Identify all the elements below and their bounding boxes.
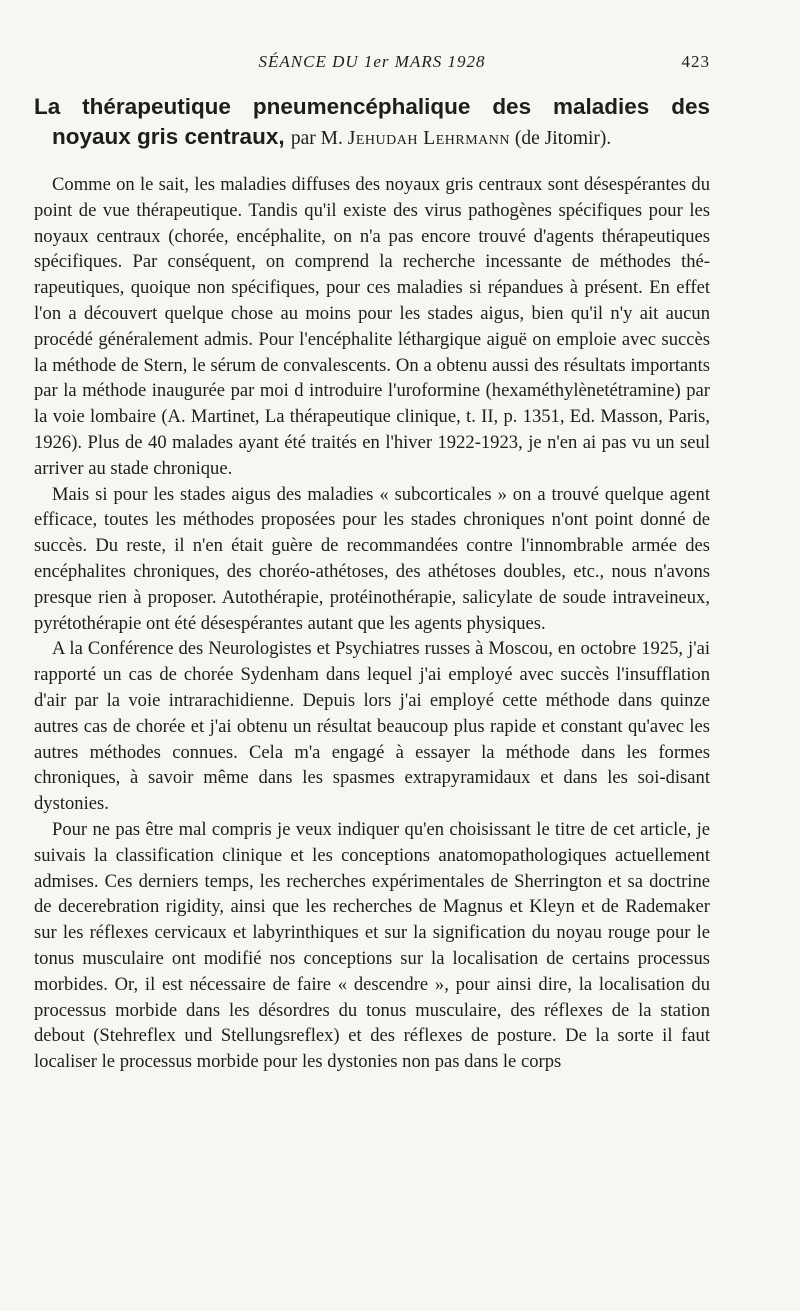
author-name: Jehudah Lehrmann [347,128,510,149]
paragraph-1: Comme on le sait, les maladies diffuses des noyaux gris centraux sont désespérantes du point de vue thérapeutique. Tandis qu'il existe des virus pathogènes spécifiques pour les noyaux centraux (chorée, encéphalite, on n'a pas encore trouvé d'agents thérapeutiques spécifiques. Par conséquent, on comprend la recherche incessante de méthodes thérapeutiques, quoique non spécifiques, pour ces maladies si répandues à présent. En effet l'on a découvert quelque chose au moins pour les stades aigus, bien qu'il n'y ait aucun procédé généralement admis. Pour l'encéphalite léthargique aiguë on emploie avec succès la méthode de Stern, le sérum de convalescents. On a obtenu aussi des résultats importants par la méthode inaugurée par moi d introduire l'uroformine (hexaméthylènetétramine) par la voie lombaire (A. Martinet, La thérapeutique clinique, t. II, p. 1351, Ed. Masson, Paris, 1926). Plus de 40 malades ayant été traités en l'hiver 1922-1923, je n'en ai pas vu un seul arriver au stade chronique. [34,174,710,479]
running-head [34,48,710,78]
article-body [34,172,710,1075]
page-number: 423 [681,52,710,71]
journal-page [34,48,710,1075]
article-title-continuation: noyaux gris centraux, [52,124,285,149]
article-title-line-1: La thérapeutique pneumencéphalique des maladies des [34,94,710,119]
paragraph-2: Mais si pour les stades aigus des maladies « subcorticales » on a trouvé quelque agent efficace, toutes les méthodes proposées pour les stades chroniques n'ont point donné de succès. Du reste, il n'en était guère de recommandées contre l'innombrable armée des encéphalites chroniques, des choréo-athétoses, des athétoses doubles, etc., nous n'avons presque rien à proposer. Autothérapie, protéinothérapie, salicylate de soude intraveineux, pyrétothérapie ont été désespérantes autant que les agents physiques. [34,483,710,634]
author-affiliation: (de Jitomir). [514,128,612,149]
article-title-line-2 [34,122,710,154]
running-head-title: SÉANCE DU 1er MARS 1928 [258,52,486,71]
byline [291,128,611,149]
byline-prefix: par M. [290,128,343,149]
paragraph-4: Pour ne pas être mal compris je veux indiquer qu'en choisissant le titre de cet article, je suivais la classification clinique et les conceptions anatomopathologiques actuellement admises. Ces derniers temps, les recherches expérimentales de Sherrington et sa doctrine de decerebration rigidity, ainsi que les recherches de Magnus et Kleyn et de Rademaker sur les réflexes cervicaux et labyrinthiques et sur la signification du noyau rouge pour le tonus musculaire ont modifié nos conceptions sur la localisation de certains processus morbides. Or, il est nécessaire de faire « descendre », pour ainsi dire, la localisation du processus morbide dans les désordres du tonus musculaire, des réflexes de la station debout (Stehreflex und Stellungsreflex) et des réflexes de posture. De la sorte il faut localiser le processus morbide pour les dystonies non pas dans le corps [34,818,710,1073]
paragraph-3: A la Conférence des Neurologistes et Psychiatres russes à Moscou, en octobre 1925, j'ai rapporté un cas de chorée Sydenham dans lequel j'ai employé avec succès l'insufflation d'air par la voie intrarachidienne. Depuis lors j'ai employé cette méthode dans quinze autres cas de chorée et j'ai obtenu un résultat beaucoup plus rapide et constant qu'avec les autres méthodes connues. Cela m'a engagé à essayer la méthode dans les formes chroniques, à savoir même dans les spasmes extrapyramidaux et dans les soi-disant dystonies. [34,638,710,815]
